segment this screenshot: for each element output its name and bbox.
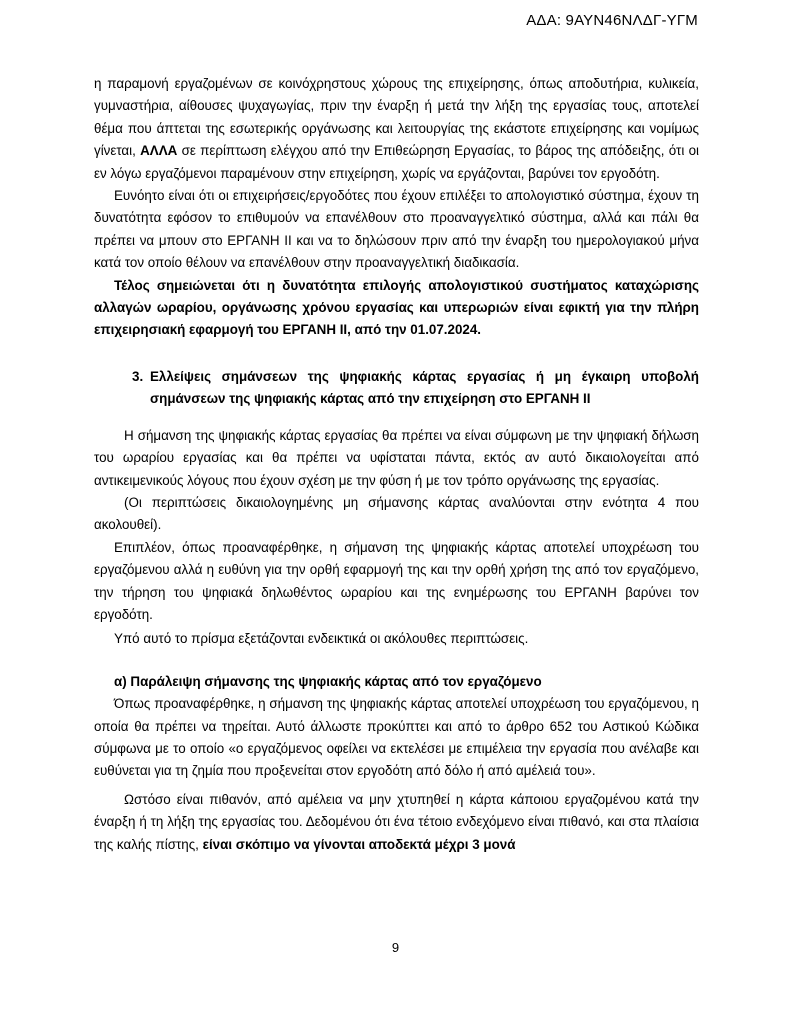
paragraph: (Οι περιπτώσεις δικαιολογημένης μη σήμανσης κάρτας αναλύονται στην ενότητα 4 που ακολουθεί). — [94, 494, 699, 533]
ada-code: ΑΔΑ: 9ΑΥΝ46ΝΛΔΓ-ΥΓΜ — [526, 12, 698, 29]
paragraph-bold: Τέλος σημειώνεται ότι η δυνατότητα επιλογής απολογιστικού συστήματος καταχώρισης αλλαγών ωραρίου, οργάνωσης χρόνου εργασίας και υπερωριών είναι εφικτή για την πλήρη επιχειρησιακή εφαρμογή του ΕΡΓΑΝΗ ΙΙ, από την 01.07.2024. — [94, 277, 699, 338]
emphasis-text: είναι σκόπιμο να γίνονται αποδεκτά μέχρι 3 μονά — [202, 836, 516, 852]
section-heading — [94, 366, 699, 411]
paragraph-text: σε περίπτωση ελέγχου από την Επιθεώρηση Εργασίας, το βάρος της απόδειξης, ότι οι εν λόγω εργαζόμενοι παραμένουν στην επιχείρηση, χωρίς να εργάζονται, βαρύνει τον εργοδότη. — [94, 143, 699, 181]
document-body — [94, 73, 699, 856]
section-title: Ελλείψεις σημάνσεων της ψηφιακής κάρτας εργασίας ή μη έγκαιρη υποβολή σημάνσεων της ψηφιακής κάρτας από την επιχείρηση στο ΕΡΓΑΝΗ ΙΙ — [150, 368, 699, 407]
paragraph: Η σήμανση της ψηφιακής κάρτας εργασίας θα πρέπει να είναι σύμφωνη με την ψηφιακή δήλωση του ωραρίου εργασίας και θα πρέπει να υφίσταται πάντα, εκτός αν αυτό δικαιολογείται από αντικειμενικούς λόγους που έχουν σχέση με την φύση ή με τον τρόπο οργάνωσης της εργασίας. — [94, 427, 699, 488]
emphasis-text: ΑΛΛΑ — [140, 143, 178, 159]
paragraph-text: Ωστόσο είναι πιθανόν, από αμέλεια να μην χτυπηθεί η κάρτα κάποιου εργαζομένου κατά την έναρξη ή τη λήξη της εργασίας του. Δεδομένου ότι ένα τέτοιο ενδεχόμενο είναι πιθανό, και στα πλαίσια της καλής πίστης, — [94, 791, 699, 852]
spacer — [94, 411, 699, 425]
paragraph: Όπως προαναφέρθηκε, η σήμανση της ψηφιακής κάρτας αποτελεί υποχρέωση του εργαζόμενου, η οποία θα πρέπει να τηρείται. Αυτό άλλωστε προκύπτει και από το άρθρο 652 του Αστικού Κώδικα σύμφωνα με το οποίο «ο εργαζόμενος οφείλει να εκτελέσει με επιμέλεια την εργασία που ανέλαβε και ευθύνεται για τη ζημία που προξενείται στον εργοδότη από δόλο ή από αμέλειά του». — [94, 696, 699, 779]
subsection-heading: α) Παράλειψη σήμανσης της ψηφιακής κάρτας από τον εργαζόμενο — [114, 673, 542, 689]
paragraph: Επιπλέον, όπως προαναφέρθηκε, η σήμανση της ψηφιακής κάρτας αποτελεί υποχρέωση του εργαζόμενου αλλά η ευθύνη για την ορθή εφαρμογή της και την ορθή χρήση της από τον εργαζόμενο, την τήρηση του ψηφιακά δηλωθέντος ωραρίου και της ενημέρωσης του ΕΡΓΑΝΗ βαρύνει τον εργοδότη. — [94, 539, 699, 622]
paragraph — [94, 73, 699, 185]
paragraph: Υπό αυτό το πρίσμα εξετάζονται ενδεικτικά οι ακόλουθες περιπτώσεις. — [114, 631, 529, 647]
page-number: 9 — [391, 940, 400, 955]
section-number: 3. — [132, 368, 144, 384]
paragraph — [94, 789, 699, 856]
paragraph: Ευνόητο είναι ότι οι επιχειρήσεις/εργοδότες που έχουν επιλέξει το απολογιστικό σύστημα, έχουν τη δυνατότητα εφόσον το επιθυμούν να επανέλθουν στο προαναγγελτικό σύστημα, αλλά και πάλι θα πρέπει να μπουν στο ΕΡΓΑΝΗ ΙΙ και να το δηλώσουν πριν από την έναρξη του ημερολογιακού μήνα κατά τον οποίο θέλουν να επανέλθουν στην προαναγγελτική διαδικασία. — [94, 188, 699, 271]
paragraph-text: η παραμονή εργαζομένων σε κοινόχρηστους χώρους της επιχείρησης, όπως αποδυτήρια, κυλικεία, γυμναστήρια, αίθουσες ψυχαγωγίας, πριν την έναρξη ή μετά την λήξη της εργασίας τους, αποτελεί θέμα που άπτεται της εσωτερικής οργάνωσης και λειτουργίας της εκάστοτε επιχείρησης και νομίμως γίνεται, — [94, 76, 699, 159]
